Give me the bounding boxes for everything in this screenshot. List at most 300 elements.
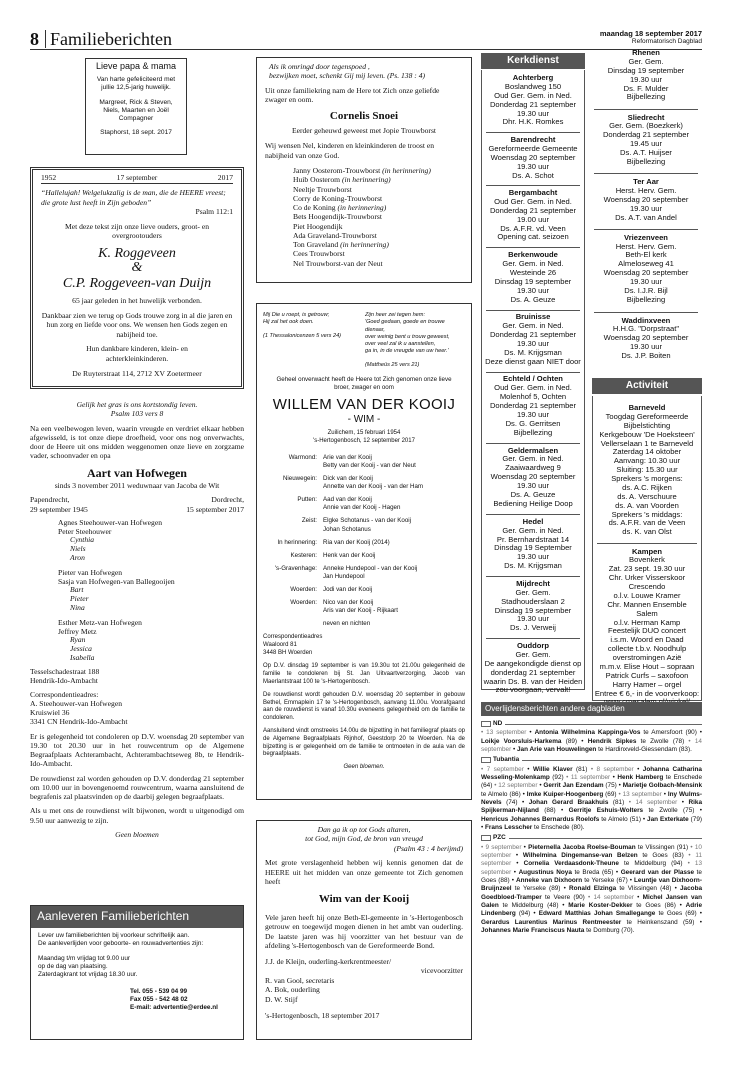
ad-line: Compagner [118, 115, 154, 123]
obituary-date: • 11 september [563, 773, 611, 781]
quote-1: Dan ga ik op tot Gods altaren, [317, 825, 411, 834]
church-service-line: Ger. Gem. (Boezkerk) [609, 121, 683, 131]
activity-line: Bijbelstichting [623, 420, 671, 430]
church-service-entry [482, 447, 584, 509]
rule [522, 760, 702, 761]
family-list [263, 454, 465, 628]
page-number: 8 [30, 29, 39, 49]
obituary-name: Rika Spijkerman-Nijland [481, 798, 702, 815]
obituary-name: Iny Wulms-Nevels [481, 790, 702, 806]
quote-line: (1 Thessalonicenzen 5 vers 24) [263, 332, 342, 339]
church-location: Waddinxveen [621, 315, 671, 325]
family-member: Neeltje Trouwborst [293, 184, 352, 194]
obituary-name: Geerard van der Plasse [620, 868, 695, 876]
obituary-entry: • Ronald Elzinga te Vlissingen (48) [560, 885, 672, 893]
obituary-name: Gerrit Jan Ezendam [543, 782, 604, 790]
church-service-line: Pr. Bernhardstraat 14 [496, 534, 570, 544]
activity-location: Barneveld [628, 403, 666, 412]
ad-title: Lieve papa & mama [95, 61, 177, 71]
aanleveren-box [30, 905, 244, 1040]
family-row [263, 504, 465, 512]
divider [486, 443, 580, 444]
family-row [263, 552, 465, 560]
contact [130, 988, 236, 1013]
church-service-line: Ds. I.J.R. Bijl [624, 285, 668, 295]
family-name: Johan Schotanus [323, 525, 371, 533]
church-service-line: Dinsdag 19 september [607, 65, 685, 75]
church-location: Bruinisse [515, 312, 551, 322]
signature-3: A. Bok, ouderling [265, 985, 320, 995]
rule [509, 838, 702, 839]
activity-line: Feestelijk DUO concert [607, 626, 687, 636]
divider [486, 132, 580, 133]
divider [486, 310, 580, 311]
family-name: Betty van der Kooij - van der Neut [323, 462, 416, 470]
family-member: Jessica [70, 644, 92, 654]
church-location: Barendrecht [510, 135, 556, 145]
church-service-line: Ger. Gem. [515, 587, 551, 597]
church-service-line: Deze dienst gaan NIET door [485, 356, 581, 366]
church-service-line: Almeloseweg 41 [618, 259, 674, 269]
divider [486, 185, 580, 186]
activity-line: ds. A.F.R. van de Veen [608, 518, 686, 528]
family-name: Elgke Schotanus - van der Kooij [323, 517, 412, 525]
header-date: maandag 18 september 2017 [599, 29, 702, 38]
church-service-line: Ds. A.F.R. vd. Veen [500, 223, 566, 233]
family-member: Esther Metz-van Hofwegen [58, 617, 142, 627]
obituary-date: • 10 september [481, 843, 702, 859]
obituary-name: Henricus Johannes Bernardus Roelofs [481, 815, 600, 823]
church-service-line: Herst. Herv. Gem. [615, 241, 677, 251]
obituary-entry: • Jacoba Goedbloed-Tramper te Veere (90) [481, 885, 703, 901]
page-header [30, 28, 702, 50]
header-divider [45, 30, 46, 48]
obituary-date: • 14 september [481, 737, 702, 753]
obituary-entry: • Leuntje van Dixhoorn-Bruijnzeel te Yerseke (89) [481, 876, 702, 893]
obituary-date: • 8 september [587, 765, 634, 773]
quote-line: ga in, in de vreugde van uw heer.' [365, 348, 449, 355]
quote: “Hallelujah! Welgelukzalig is de man, die de HEERE vreest; die grote lust heeft in Zijn geboden” [41, 188, 226, 207]
obituary-name: Hendrik Sipkes [587, 737, 637, 745]
obituary-entry: • Johanna Catharina Wesseling-Molenkamp (92) [481, 765, 702, 781]
obituary-entry: • Marie Koster-Dekker te Goes (86) [558, 901, 676, 909]
family-place: 's-Gravenhage: [274, 564, 317, 572]
church-service-line: Oud Ger. Gem. in Ned. [494, 383, 572, 393]
church-service-entry [590, 234, 702, 305]
newspaper-logo [481, 835, 491, 841]
obituary-name: Anneke van Dixhoorn [515, 876, 583, 884]
obituary-entry: • Marietje Golbach-Mensink te Almelo (86) [481, 782, 702, 798]
activity-line: Entree € 6,- in de voorverkoop: [594, 688, 700, 698]
church-service-entry [482, 518, 584, 571]
divider [597, 543, 697, 544]
obituary-name: Adrie Lindenberg [481, 901, 703, 918]
activity-line: Sprekers 's middags: [611, 509, 683, 519]
church-service-entry [590, 49, 702, 102]
church-service-line: 19.30 uur [629, 203, 663, 213]
signature-1: J.J. de Kleijn, ouderling-kerkrentmeester/ [265, 956, 392, 966]
activity-line: Bovenkerk [629, 555, 665, 565]
obituary-name: Cornelia Verdaasdonk-Theune [523, 860, 619, 868]
church-service-line: Ger. Gem. in Ned. [502, 259, 564, 269]
church-service-line: Herst. Herv. Gem. [615, 186, 677, 196]
ad-hofwegen-obituary [30, 400, 244, 888]
family-place: Woerden: [290, 598, 317, 606]
church-service-line: Woensdag 20 september [603, 333, 689, 343]
address-line: Tesselschadestraat 188 [30, 666, 100, 676]
church-service-line: Dinsdag 19 september [494, 605, 572, 615]
body-text: Vele jaren heeft hij onze Beth-El-gemeente in 's-Hertogenbosch getrouw en toegewijd mogen dienen in het ambt van ouderling. De laatste jaren was hij voorzitter van het bestuur van de afdeling 's-Hertogenbosch van de Gereformeerde Bond. [265, 912, 463, 951]
kerkdienst-title: Kerkdienst [481, 53, 585, 69]
signature-2: R. van Gool, secretaris [265, 975, 335, 985]
activity-line: Aanvang: 10.30 uur [613, 456, 681, 466]
address-line: Kruiswiel 36 [30, 708, 70, 718]
activity-location: Kampen [632, 546, 662, 556]
widower-note: sinds 3 november 2011 weduwnaar van Jacoba de Wit [54, 481, 220, 491]
address-block [30, 668, 244, 727]
church-service-line: Bediening Heilige Doop [493, 498, 573, 508]
family-place: Nieuwegein: [282, 475, 317, 483]
family-row [263, 462, 465, 470]
family-member: Cees Trouwborst [293, 249, 345, 259]
family-row [263, 483, 465, 491]
obituary-name: Willie Klaver [532, 765, 573, 773]
deceased-name: Cornelis Snoei [329, 109, 399, 122]
family-row [263, 526, 465, 534]
obituary-name: Loikje Voorsluis-Harkema [481, 737, 562, 745]
obituary-entry: • Wilhelmina Dingemanse-van Belzen te Goes (83) [511, 851, 684, 859]
obituary-entry: • Jan Exterkate (79) [640, 815, 703, 823]
intro: Met deze tekst zijn onze lieve ouders, groot- en overgrootouders [64, 221, 210, 241]
service-text: De rouwdienst wordt gehouden D.V. woensdag 20 september in gebouw Bethel, Emmaplein 17 te 's-Hertogenbosch, aanvang 11.00u. Voorafgaand aan de rouwdienst is vanaf 10.30u eveneens gelegenheid om de familie te condoleren. [263, 691, 465, 722]
church-service-entry [482, 136, 584, 180]
church-service-line: zou voorgaan, vervalt! [495, 685, 571, 695]
divider [594, 173, 698, 174]
died: 's-Hertogenbosch, 12 september 2017 [313, 438, 415, 445]
church-service-line: Donderdag 21 september [489, 205, 577, 215]
quote-line: over weinig bent u trouw geweest, [365, 333, 450, 340]
family-name: Henk van der Kooij [323, 551, 376, 559]
address-line: Correspondentieadres: [30, 690, 99, 700]
church-service-line: Dinsdag 19 September [494, 543, 572, 553]
family-member: Cynthia [70, 535, 95, 545]
activity-line: m.m.v. Elise Hout – sopraan [599, 661, 695, 671]
obituary-entry: • Johan Gerard Braakhuis (81) [517, 798, 625, 806]
birth-place: Papendrecht, [30, 495, 70, 505]
family-place: Putten: [297, 496, 317, 504]
church-service-line: Ds. M. Krijgsman [504, 347, 562, 357]
obituary-name: Johanna Catharina Wesseling-Molenkamp [481, 765, 702, 781]
activity-line: Harry Hamer – orgel [612, 679, 682, 689]
family-list [265, 166, 463, 268]
obituary-name: Gerardus Laurentius Marinus Rentmeester [481, 918, 622, 926]
newspaper-name: Tubantia [493, 756, 520, 764]
obituary-name: Gerritje Eshuis-Wolters [568, 807, 644, 815]
ampersand: & [131, 260, 143, 276]
quote-left [263, 312, 358, 369]
family-member: Huib Oosterom (in herinnering) [293, 175, 391, 185]
church-service-entry [482, 251, 584, 304]
obituary-entry: • Iny Wulms-Nevels (74) [481, 790, 702, 806]
activity-line: Zat. 23 sept. 19.30 uur [608, 564, 686, 574]
church-service-line: Bijbellezing [626, 294, 666, 304]
family-place [263, 504, 323, 512]
obituary-entry: • Frans Lesscher te Enschede (80). [481, 823, 585, 831]
activity-line: Sprekers 's morgens: [611, 474, 683, 483]
family-name: Aad van der Kooij [323, 496, 372, 504]
address-line: A. Steehouwer-van Hofwegen [30, 699, 122, 709]
church-service-line: Ds. A.T. van Andel [615, 212, 677, 222]
family-member: Ryan [70, 635, 86, 645]
obituary-date: • 11 september [481, 851, 703, 868]
obituary-date: • 13 september [616, 790, 662, 798]
church-service-line: Bijbellezing [513, 427, 553, 437]
obituary-list-text [481, 729, 702, 754]
obituary-entry: • Gerardus Laurentius Marinus Rentmeester te Heinkenszand (59) [481, 910, 703, 926]
newspaper-header [481, 834, 702, 842]
family-row [263, 620, 465, 628]
obituary-list-text [481, 844, 702, 936]
obituary-entry: • Henricus Johannes Bernardus Roelofs te Almelo (51) [481, 807, 702, 823]
church-service-entry [482, 74, 584, 127]
condolence-text: Er is gelegenheid tot condoleren op D.V. woensdag 20 september van 19.30 tot 20.30 uur in het rouwcentrum op de Algemene Begraafplaats Achterambacht, Achterambachtseweg 8b, te Hendrik-Ido-Ambacht. [30, 731, 244, 769]
church-service-line: Bijbellezing [626, 92, 666, 102]
activity-line: Patrick Curfs – saxofoon [605, 670, 689, 680]
family-member: Jeffrey Metz [58, 626, 97, 636]
newspaper-logo [481, 721, 491, 727]
church-service-entry [590, 317, 702, 361]
church-service-line: waarin Ds. B. van der Heiden [483, 676, 583, 686]
church-location: Sliedrecht [627, 112, 665, 122]
family-place: Woerden: [290, 585, 317, 593]
obituary-name: Johannes Marie Franciscus Nauta [481, 926, 585, 934]
quote: Gelijk het gras is ons kortstondig leven. [76, 400, 198, 409]
activity-line: Zaterdag 14 oktober [612, 447, 682, 457]
church-location: Hedel [522, 516, 544, 526]
quote-1: Als ik omringd door tegenspoed , [269, 62, 370, 71]
family-member: Nel Trouwborst-van der Neut [293, 258, 383, 268]
divider [486, 372, 580, 373]
church-service-line: Ds. A. Schot [512, 170, 554, 180]
obituary-name: Edward Matthias Johan Smallegange [538, 910, 656, 918]
family-row [263, 607, 465, 615]
newspaper-logo [481, 757, 491, 763]
church-service-line: 19.30 uur [516, 614, 550, 624]
church-service-line: H.H.G. "Dorpstraat" [612, 324, 680, 334]
ad-anniversary-papa-mama [85, 58, 187, 155]
family-name: Annie van der Kooij - Hagen [323, 504, 401, 512]
church-service-line: 19.30 uur [516, 552, 550, 562]
kerkdienst-right-column [590, 49, 702, 369]
obituary-name: Augustinus Noya [518, 868, 572, 876]
church-service-line: Oud Ger. Gem. in Ned. [494, 196, 572, 206]
date-row [30, 505, 244, 514]
place-row [30, 495, 244, 504]
church-service-line: 19.00 uur [516, 214, 550, 224]
text-children: Hun dankbare kinderen, klein- en achterkleinkinderen. [86, 344, 188, 363]
text-1: Lever uw familieberichten bij voorkeur schriftelijk aan. [38, 932, 190, 939]
church-location: Echteld / Ochten [503, 374, 563, 384]
divider [486, 638, 580, 639]
obituary-name: Leuntje van Dixhoorn-Bruijnzeel [481, 876, 702, 893]
address-line: 3341 CN Hendrik-Ido-Ambacht [30, 716, 128, 726]
ad-roggeveen-anniversary [30, 167, 244, 389]
quote-ref: Psalm 112:1 [195, 207, 233, 217]
family-member: Niels [70, 544, 86, 554]
family-name: Aris van der Kooij - Rijkaart [323, 606, 398, 614]
family-member: Nina [70, 603, 85, 613]
church-service-line: Gereformeerde Gemeente [488, 143, 578, 153]
obituary-name: Henk Hamberg [617, 773, 664, 781]
family-row [263, 496, 465, 504]
family-member: Piet Hoogendijk [293, 221, 343, 231]
activity-line: o.l.v. Louwe Kramer [613, 590, 681, 600]
activity-entry [593, 548, 701, 708]
family-name: Jodi van der Kooij [323, 585, 373, 593]
church-location: Geldermalsen [507, 445, 559, 455]
section-title: Familieberichten [50, 29, 172, 49]
obituary-entry: • Loikje Voorsluis-Harkema (89) [481, 729, 703, 745]
church-service-line: Beth-El kerk [625, 250, 667, 260]
place-date: 's-Hertogenbosch, 18 september 2017 [265, 1011, 380, 1021]
correspondence-line: Waaloord 81 [263, 641, 297, 648]
activity-line: ds. A. van Voorden [615, 500, 679, 510]
activiteit-list [592, 396, 702, 701]
intro: Geheel onverwacht heeft de Heere tot Zich genomen onze lieve broer, zwager en oom [276, 375, 452, 391]
obituary-entry: • Cornelia Verdaasdonk-Theune te Middelburg (94) [511, 860, 683, 868]
divider [486, 576, 580, 577]
ad-text [86, 76, 186, 137]
family-member: Janny Oosterom-Trouwborst (in herinnering) [293, 166, 431, 176]
kerkdienst-left-column [481, 70, 585, 695]
church-service-entry [590, 114, 702, 167]
church-service-line: Dhr. H.K. Romkes [502, 117, 564, 127]
church-service-line: Dinsdag 19 september [494, 276, 572, 286]
quote-line: Mij Die u roept, is getrouw; [263, 312, 330, 318]
church-service-line: Boslandweg 150 [504, 81, 562, 91]
quote-ref: (Psalm 43 : 4 berijmd) [393, 843, 463, 853]
church-service-line: 19.45 uur [629, 139, 663, 149]
family-place [263, 462, 323, 470]
church-service-line: 19.30 uur [516, 161, 550, 171]
church-location: Rhenen [632, 48, 660, 57]
correspondence-line: Correspondentieadres [263, 634, 323, 641]
family-name: Nico van der Kooij [323, 598, 374, 606]
obituary-entry: • Hendrik Sipkes te Zwolle (78) [577, 737, 685, 745]
deceased-name: Aart van Hofwegen [87, 465, 187, 480]
obituary-entry: • Pieternella Jacoba Roelse-Bouman te Vlissingen (91) [521, 843, 689, 851]
activity-line: i.s.m. Woord en Daad [610, 635, 684, 645]
obituary-date: • 13 september [481, 860, 702, 876]
obituary-entry: • Antonia Wilhelmina Kappinga-Vos te Amersfoort (90) [526, 729, 697, 737]
obituary-date: • 14 september [584, 893, 634, 901]
quotes-row [263, 312, 465, 369]
intro: Met grote verslagenheid hebben wij kennis genomen dat de HEERE uit het midden van onze gemeente tot Zich genomen heeft [265, 858, 463, 887]
activity-line: Kerkgebouw 'De Hoeksteen' [599, 429, 695, 439]
newspaper-name: ND [493, 720, 503, 727]
family-member: Agnes Steehouwer-van Hofwegen [58, 517, 163, 527]
church-location: Vriezenveen [624, 232, 668, 242]
obituary-entry: • Willie Klaver (81) [523, 765, 588, 773]
family-member: Corry de Koning-Trouwborst [293, 193, 383, 203]
obituary-name: Jacoba Goedbloed-Tramper [481, 885, 703, 901]
family-row [263, 573, 465, 581]
ad-kooij-obituary [256, 303, 472, 800]
ad-kooij-church [256, 820, 472, 1040]
obituary-entry: • Imke Kuiper-Hoogenberg (69) [520, 790, 617, 798]
church-service-line: Woensdag 20 september [490, 152, 576, 162]
church-location: Berkenwoude [508, 250, 558, 260]
family-member: Isabella [70, 653, 95, 663]
family-member: Pieter [70, 594, 89, 604]
overlijden-title: Overlijdensberichten andere dagbladen [481, 702, 702, 716]
nickname: - WIM - [347, 414, 381, 426]
church-service-line: Ds. A. Geuze [510, 489, 556, 499]
church-service-line: Westeinde 26 [509, 267, 557, 277]
church-service-line: Ds. G. Gerritsen [505, 418, 561, 428]
family-name: Jan Hundepool [323, 572, 365, 580]
church-service-line: Oud Ger. Gem. in Ned. [494, 90, 572, 100]
phone: Tel. 055 - 539 04 99 [130, 987, 188, 995]
family-member: Aron [70, 553, 85, 563]
church-service-line: 19.30 uur [516, 481, 550, 491]
church-location: Achterberg [512, 73, 554, 82]
obituary-entry: • Rika Spijkerman-Nijland (88) [481, 798, 702, 815]
ad-line: Staphorst, 18 sept. 2017 [100, 129, 172, 137]
activity-line: Toogdag Gereformeerde [605, 411, 689, 421]
birth-date: 29 september 1945 [30, 504, 88, 514]
ad-line: Van harte gefeliciteerd met [96, 76, 176, 84]
church-service-line: Donderdag 21 september [489, 401, 577, 411]
family-place [263, 607, 323, 615]
church-service-line: Ger. Gem. in Ned. [502, 525, 564, 535]
email-link[interactable]: E-mail: advertentie@erdee.nl [130, 1004, 218, 1012]
obituary-name: Johan Gerard Braakhuis [528, 798, 609, 806]
footer: Geen bloemen [115, 829, 159, 839]
header-paper: Reformatorisch Dagblad [631, 38, 702, 45]
church-service-line: 19.30 uur [629, 277, 663, 287]
church-service-line: 19.30 uur [516, 338, 550, 348]
family-row [263, 517, 465, 525]
text-5: Zaterdagkrant tot vrijdag 18.30 uur. [38, 971, 138, 979]
quote-ref: Psalm 103 vers 8 [110, 409, 164, 419]
activity-line: Crescendo [628, 582, 666, 591]
obituary-name: Marietje Golbach-Mensink [622, 782, 702, 790]
obituary-entry: • Anneke van Dixhoorn te Yerseke (67) [509, 876, 628, 884]
aanleveren-title: Aanleveren Familieberichten [31, 906, 243, 928]
obituary-entry: • Geerard van der Plasse te Goes (88) [481, 868, 702, 884]
church-service-line: Ger. Gem. in Ned. [502, 454, 564, 464]
church-location: Mijdrecht [516, 578, 550, 588]
family-row [263, 586, 465, 594]
service-text: De rouwdienst zal worden gehouden op D.V. donderdag 21 september om 10.00 uur in bovengenoemd rouwcentrum, waarna aansluitend de begrafenis zal plaatsvinden op de daarbij gelegen begraafplaats. [30, 773, 244, 802]
fax: Fax 055 - 542 48 02 [130, 995, 188, 1003]
quote-line: (Mattheüs 25 vers 21) [365, 361, 420, 368]
church-service-entry [590, 178, 702, 222]
family-row [263, 475, 465, 483]
newspaper-name: PZC [493, 834, 506, 842]
quote-line: over veel zal ik u aanstellen, [365, 341, 436, 348]
name-husband: K. Roggeveen [98, 245, 176, 261]
year-left: 1952 [41, 173, 57, 182]
ad-line: jullie 12,5-jarig huwelijk. [101, 84, 171, 92]
activity-line: Sluiting: 15.30 uur [616, 465, 678, 475]
footer: Geen bloemen. [343, 764, 385, 771]
family-name: Anneke Hundepool - van der Kooij [323, 564, 418, 572]
family-member: Ton Graveland (in herinnering) [293, 240, 389, 250]
church-service-line: Ger. Gem. [628, 56, 664, 66]
church-service-line: 19.30 uur [516, 108, 550, 118]
